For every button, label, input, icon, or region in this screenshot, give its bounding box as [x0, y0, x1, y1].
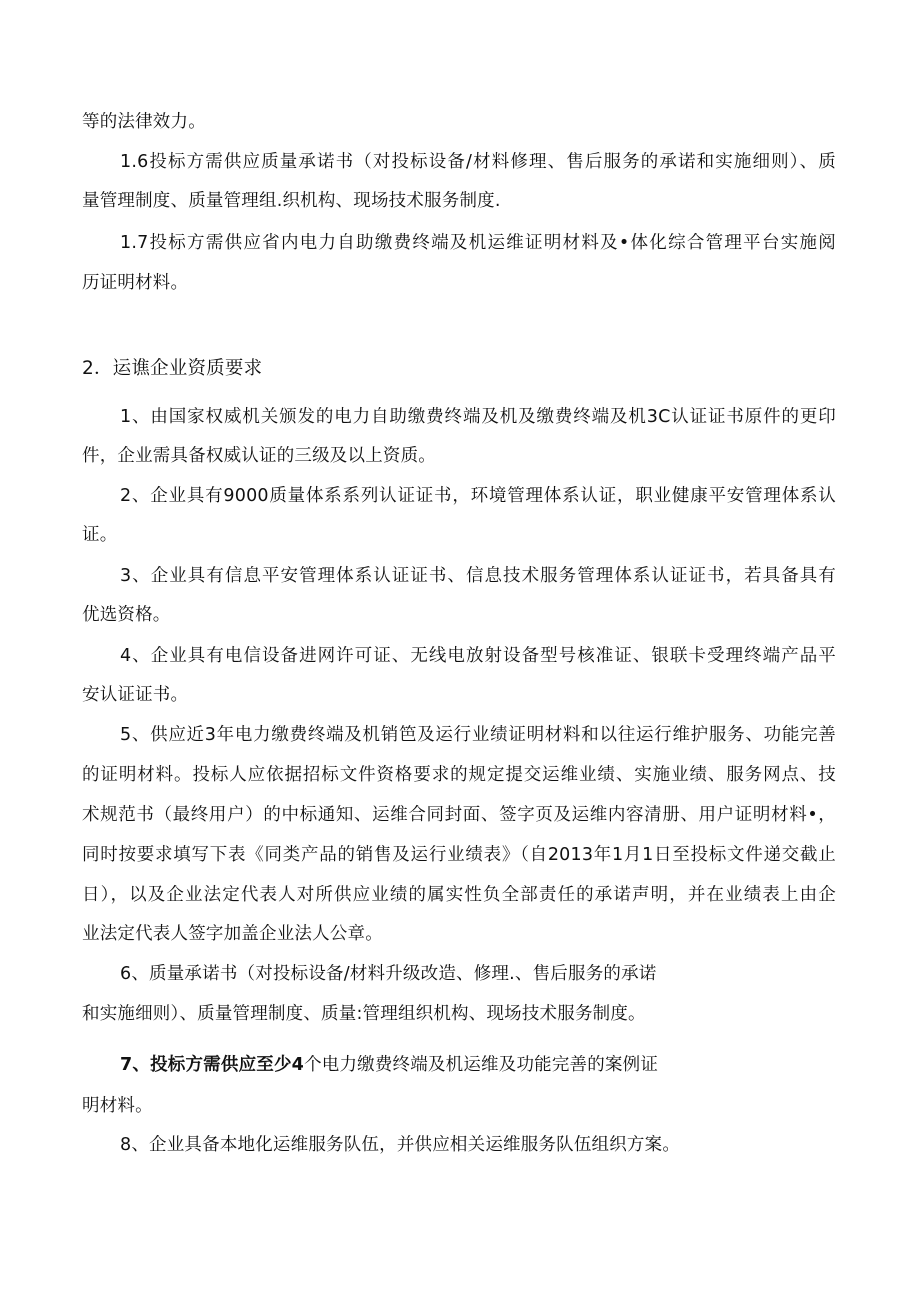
- bold-text: 7、投标方需供应至少4: [120, 1055, 305, 1075]
- text-line: 6、质量承诺书（对投标设备/材料升级改造、修理.、售后服务的承诺: [120, 964, 657, 984]
- text-line: 和实施细则）、质量管理制度、质量:管理组织机构、现场技术服务制度。: [82, 1004, 646, 1024]
- text-line: 量管理制度、质量管理组.织机构、现场技术服务制度.: [82, 191, 501, 211]
- text-line: 业法定代表人签字加盖企业法人公章。: [82, 924, 383, 944]
- text-line: 8、企业具备本地化运维服务队伍，并供应相关运维服务队伍组织方案。: [120, 1135, 681, 1155]
- text-line: 同时按要求填写下表《同类产品的销售及运行业绩表》（自2013年1月1日至投标文件递交截止: [82, 845, 836, 865]
- text-line: 1.7投标方需供应省内电力自助缴费终端及机运维证明材料及•体化综合管理平台实施阅: [120, 233, 836, 253]
- text-line: 安认证证书。: [82, 685, 189, 705]
- text-line: 证。: [82, 525, 118, 545]
- text-line: 明材料。: [82, 1096, 153, 1116]
- text-line: 1.6投标方需供应质量承诺书（对投标设备/材料修理、售后服务的承诺和实施细则）、质: [120, 152, 836, 172]
- text-line: 1、由国家权威机关颁发的电力自助缴费终端及机及缴费终端及机3C认证证书原件的更印: [120, 407, 837, 427]
- section-heading: 2．运谯企业资质要求: [82, 358, 263, 379]
- text-line: 日），以及企业法定代表人对所供应业绩的属实性负全部责任的承诺声明，并在业绩表上由企: [82, 885, 836, 905]
- text-line: 2、企业具有9000质量体系系列认证证书，环境管理体系认证，职业健康平安管理体系认: [120, 486, 836, 506]
- text-line: 4、企业具有电信设备进网许可证、无线电放射设备型号核准证、银联卡受理终端产品平: [120, 646, 836, 666]
- text-line: 的证明材料。投标人应依据招标文件资格要求的规定提交运维业绩、实施业绩、服务网点、技: [82, 765, 836, 785]
- text-span: 个电力缴费终端及机运维及功能完善的案例证: [304, 1055, 659, 1075]
- text-line: [120, 1053, 658, 1077]
- text-line: 优选资格。: [82, 605, 171, 625]
- text-line: 3、企业具有信息平安管理体系认证证书、信息技术服务管理体系认证证书，若具备具有: [120, 566, 836, 586]
- text-line: 术规范书（最终用户）的中标通知、运维合同封面、签字页及运维内容清册、用户证明材料•，: [82, 805, 836, 825]
- text-line: 历证明材料。: [82, 273, 189, 293]
- text-line: 5、供应近3年电力缴费终端及机销笆及运行业绩证明材料和以往运行维护服务、功能完善: [120, 725, 836, 745]
- text-line: 件，企业需具备权威认证的三级及以上资质。: [82, 446, 436, 466]
- text-line: 等的法律效力。: [82, 112, 206, 132]
